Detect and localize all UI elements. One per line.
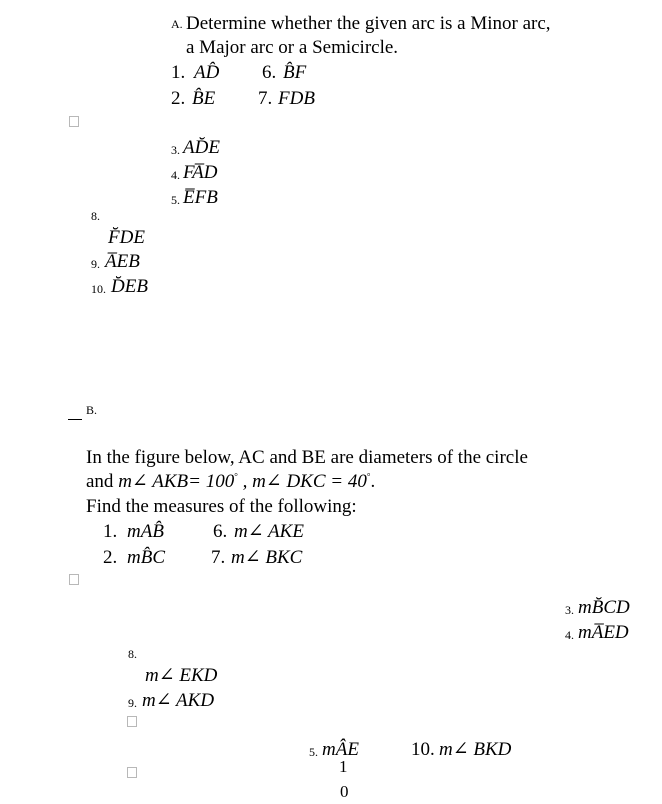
part-a-item-4-number: 4. — [171, 168, 180, 182]
stray-digit-zero: 0 — [340, 782, 349, 801]
part-a-item-1-number: 1. — [171, 62, 186, 83]
part-b-item-5-text: mÂE — [322, 739, 359, 760]
part-a-item-9-number: 9. — [91, 257, 100, 271]
part-a-item-9-arc: A̅EB — [105, 251, 140, 272]
part-b-item-4-number: 4. — [565, 628, 574, 642]
part-a-item-6-number: 6. — [262, 62, 277, 83]
part-b-item-6-text: m∠ AKE — [234, 521, 304, 542]
part-b-item-9-text: m∠ AKD — [142, 690, 215, 711]
part-a-item-3-number: 3. — [171, 143, 180, 157]
part-a-item-2-number: 2. — [171, 88, 186, 109]
part-a-item-10-number: 10. — [91, 282, 106, 296]
part-a-item-3-arc: AD̆E — [183, 137, 220, 158]
part-a-letter: A. — [171, 17, 183, 31]
part-a-item-5-number: 5. — [171, 193, 180, 207]
checkbox-placeholder-2[interactable] — [69, 574, 79, 585]
part-b-item-7-number: 7. — [211, 547, 226, 568]
part-b-item-8-number: 8. — [128, 647, 137, 661]
part-a-item-7-number: 7. — [258, 88, 273, 109]
stray-digit-one: 1 — [339, 757, 348, 776]
part-b-letter: B. — [86, 403, 98, 417]
degree-symbol: ° — [366, 471, 371, 482]
given-end: . — [370, 471, 376, 492]
part-b-item-1-text: mAB̂ — [127, 521, 164, 542]
checkbox-placeholder-4[interactable] — [127, 767, 137, 778]
part-b-intro-line1: In the figure below, AC and BE are diameters of the circle — [86, 447, 528, 468]
part-b-item-1-number: 1. — [103, 521, 118, 542]
part-a-instruction-line1: Determine whether the given arc is a Minor arc, — [186, 13, 551, 34]
part-a-item-8-arc: F̆DE — [108, 227, 145, 248]
part-b-item-3-text: mB̆CD — [578, 597, 630, 618]
part-b-item-3-number: 3. — [565, 603, 574, 617]
checkbox-placeholder-1[interactable] — [69, 116, 79, 127]
checkbox-placeholder-3[interactable] — [127, 716, 137, 727]
given-angle-dkc: , m∠ DKC = 40 — [242, 471, 367, 492]
part-b-item-8-text: m∠ EKD — [145, 665, 218, 686]
given-angle-akb: m∠ AKB= 100 — [118, 471, 235, 492]
part-a-item-1-arc: AD̂ — [194, 62, 220, 83]
part-b-item-6-number: 6. — [213, 521, 228, 542]
part-b-item-4-text: mA̅ED — [578, 622, 629, 643]
answer-blank-line — [68, 419, 82, 420]
part-b-given — [86, 472, 375, 491]
part-a-item-2-arc: B̂E — [192, 88, 216, 109]
part-a-instruction-line2: a Major arc or a Semicircle. — [186, 37, 399, 58]
part-b-prompt: Find the measures of the following: — [86, 496, 357, 517]
part-a-item-7-arc: FDB — [278, 88, 315, 109]
part-a-item-5-arc: E̅FB — [183, 187, 218, 208]
part-b-item-7-text: m∠ BKC — [231, 547, 303, 568]
part-b-item-9-number: 9. — [128, 696, 137, 710]
part-b-item-10-number: 10. — [411, 739, 435, 760]
part-b-item-10-text: m∠ BKD — [439, 739, 512, 760]
part-a-item-6-arc: B̂F — [283, 62, 307, 83]
part-b-item-2-text: mB̂C — [127, 547, 165, 568]
part-a-item-8-number: 8. — [91, 209, 100, 223]
part-b-item-5-number: 5. — [309, 745, 318, 759]
part-a-item-4-arc: FA̅D — [183, 162, 218, 183]
part-b-item-2-number: 2. — [103, 547, 118, 568]
degree-symbol: ° — [234, 471, 238, 482]
given-prefix: and — [86, 471, 114, 492]
part-a-item-10-arc: D̆EB — [111, 276, 148, 297]
